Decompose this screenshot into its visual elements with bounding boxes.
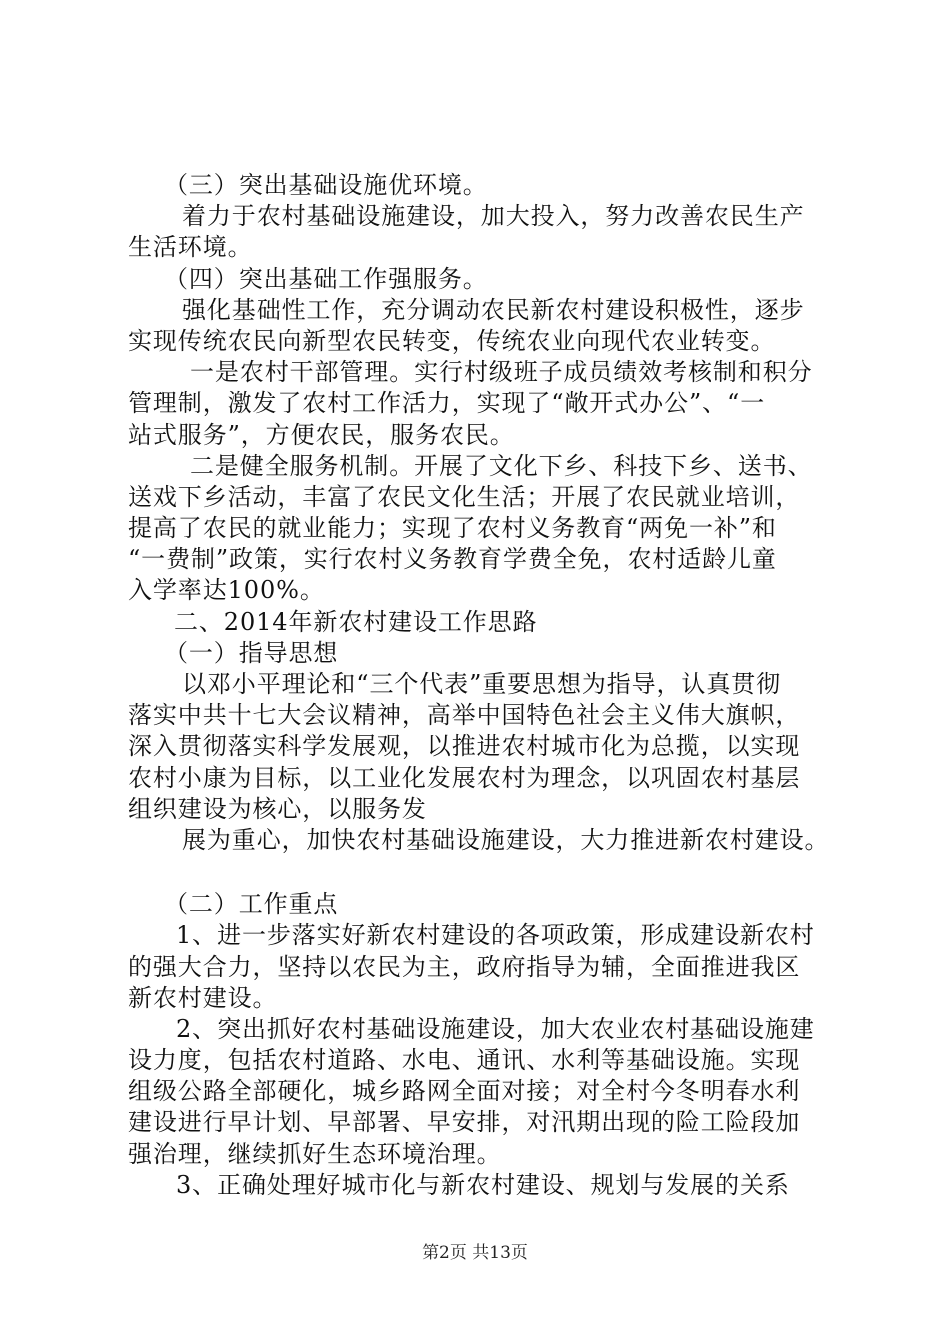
paragraph-line: 以邓小平理论和“三个代表”重要思想为指导，认真贯彻 bbox=[182, 670, 782, 698]
paragraph-line: 实现传统农民向新型农民转变，传统农业向现代农业转变。 bbox=[128, 326, 776, 355]
paragraph-line: 组织建设为核心，以服务发 bbox=[128, 794, 427, 823]
paragraph-line: 生活环境。 bbox=[128, 233, 253, 262]
list-item-line: 2、突出抓好农村基础设施建设，加大农业农村基础设施建 bbox=[176, 1014, 815, 1043]
paragraph-line: 送戏下乡活动，丰富了农民文化生活；开展了农民就业培训， bbox=[128, 482, 801, 511]
paragraph-line: 入学率达100%。 bbox=[128, 576, 325, 605]
list-item-line: 强治理，继续抓好生态环境治理。 bbox=[128, 1139, 502, 1168]
section-heading-4: （四）突出基础工作强服务。 bbox=[164, 264, 488, 293]
paragraph-line: 深入贯彻落实科学发展观，以推进农村城市化为总揽，以实现 bbox=[128, 732, 801, 761]
document-body bbox=[128, 170, 840, 1201]
paragraph-line: 站式服务”，方便农民，服务农民。 bbox=[128, 420, 515, 449]
paragraph-line: 一是农村干部管理。实行村级班子成员绩效考核制和积分 bbox=[190, 358, 813, 387]
section-heading-2: 二、2014年新农村建设工作思路 bbox=[174, 607, 538, 636]
paragraph-line: 落实中共十七大会议精神，高举中国特色社会主义伟大旗帜， bbox=[128, 701, 801, 730]
list-item-line: 3、正确处理好城市化与新农村建设、规划与发展的关系 bbox=[176, 1170, 790, 1199]
page-number-footer: 第2页 共13页 bbox=[422, 1243, 528, 1263]
paragraph-line: “一费制”政策，实行农村义务教育学费全免，农村适龄儿童 bbox=[128, 545, 777, 574]
list-item-line: 新农村建设。 bbox=[128, 983, 278, 1012]
subsection-heading-2: （二）工作重点 bbox=[164, 890, 339, 919]
blank-line bbox=[128, 856, 840, 889]
paragraph-line: 二是健全服务机制。开展了文化下乡、科技下乡、送书、 bbox=[190, 451, 813, 480]
paragraph-line: 管理制，激发了农村工作活力，实现了“敞开式办公”、“一 bbox=[128, 389, 766, 418]
list-item-line: 设力度，包括农村道路、水电、通讯、水利等基础设施。实现 bbox=[128, 1046, 801, 1075]
section-heading-3: （三）突出基础设施优环境。 bbox=[164, 171, 488, 199]
paragraph-line: 强化基础性工作，充分调动农民新农村建设积极性，逐步 bbox=[182, 295, 805, 324]
paragraph-line: 提高了农民的就业能力；实现了农村义务教育“两免一补”和 bbox=[128, 514, 777, 543]
list-item-line: 的强大合力，坚持以农民为主，政府指导为辅，全面推进我区 bbox=[128, 952, 801, 981]
paragraph-line: 农村小康为目标，以工业化发展农村为理念，以巩固农村基层 bbox=[128, 763, 801, 792]
list-item-line: 1、进一步落实好新农村建设的各项政策，形成建设新农村 bbox=[176, 921, 815, 950]
subsection-heading-1: （一）指导思想 bbox=[164, 638, 339, 667]
list-item-line: 组级公路全部硬化，城乡路网全面对接；对全村今冬明春水利 bbox=[128, 1077, 801, 1106]
list-item-line: 建设进行早计划、早部署、早安排，对汛期出现的险工险段加 bbox=[128, 1108, 801, 1137]
paragraph-line: 着力于农村基础设施建设，加大投入，努力改善农民生产 bbox=[182, 202, 805, 231]
paragraph-line: 展为重心，加快农村基础设施建设，大力推进新农村建设。 bbox=[182, 825, 830, 854]
